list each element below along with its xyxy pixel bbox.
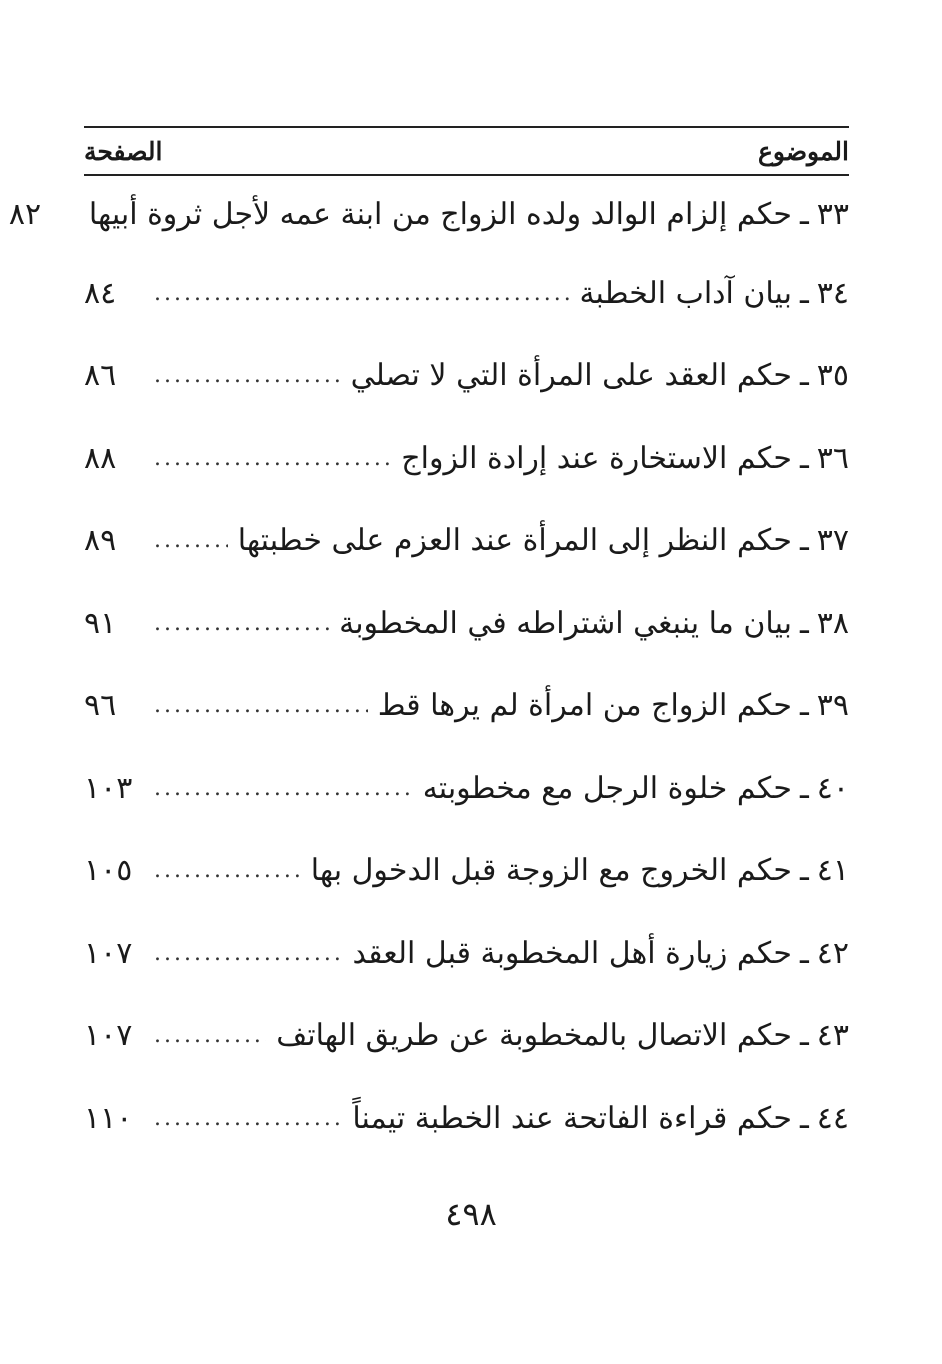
entry-number: ٤٠	[816, 770, 849, 806]
page-column-label: الصفحة	[84, 136, 163, 166]
page-number-footer: ٤٩٨	[445, 1195, 497, 1233]
entry-number: ٤٢	[816, 935, 849, 971]
dot-leader	[154, 941, 342, 966]
entry-title: حكم إلزام الوالد ولده الزواج من ابنة عمه لأجل ثروة أبيها	[88, 196, 792, 232]
entry-title: حكم النظر إلى المرأة عند العزم على خطبتها	[237, 523, 792, 559]
entry-dash: ـ	[799, 275, 809, 311]
entry-page: ٩١	[84, 605, 117, 641]
toc-entry	[84, 582, 849, 665]
toc-entry	[84, 335, 849, 418]
entry-number: ٤٣	[816, 1018, 849, 1054]
entry-dash: ـ	[799, 1100, 809, 1136]
entry-number: ٣٣	[816, 196, 849, 232]
entry-title: حكم خلوة الرجل مع مخطوبته	[422, 770, 792, 806]
toc-entry	[84, 1077, 849, 1160]
entry-title: بيان ما ينبغي اشتراطه في المخطوبة	[339, 605, 792, 641]
entry-page: ٨٩	[84, 523, 117, 559]
entry-page: ٨٢	[8, 196, 42, 232]
entry-dash: ـ	[799, 196, 809, 232]
entry-page: ٨٦	[84, 358, 117, 394]
toc-entry	[84, 252, 849, 335]
entry-dash: ـ	[799, 770, 809, 806]
dot-leader	[154, 528, 228, 553]
entry-title: حكم قراءة الفاتحة عند الخطبة تيمناً	[352, 1100, 792, 1136]
toc-list	[8, 176, 849, 1160]
entry-title: حكم الاستخارة عند إرادة الزواج	[401, 440, 792, 476]
entry-page: ٨٤	[84, 275, 117, 311]
dot-leader	[154, 693, 368, 718]
entry-number: ٣٦	[816, 440, 849, 476]
entry-page: ٩٦	[84, 688, 117, 724]
entry-title: حكم الاتصال بالمخطوبة عن طريق الهاتف	[276, 1018, 792, 1054]
entry-page: ١٠٧	[84, 935, 133, 971]
toc-header	[84, 128, 849, 174]
entry-dash: ـ	[799, 688, 809, 724]
entry-number: ٣٨	[816, 605, 849, 641]
topic-column-label: الموضوع	[758, 136, 849, 166]
dot-leader	[154, 1023, 266, 1048]
entry-dash: ـ	[799, 605, 809, 641]
entry-number: ٣٤	[816, 275, 849, 311]
entry-number: ٣٩	[816, 688, 849, 724]
entry-page: ١١٠	[84, 1100, 133, 1136]
entry-dash: ـ	[799, 440, 809, 476]
toc-entry	[84, 500, 849, 583]
entry-page: ١٠٥	[84, 853, 133, 889]
entry-number: ٤٤	[816, 1100, 849, 1136]
entry-dash: ـ	[799, 853, 809, 889]
entry-dash: ـ	[799, 935, 809, 971]
dot-leader	[154, 363, 341, 388]
entry-page: ١٠٣	[84, 770, 133, 806]
toc-entry	[84, 747, 849, 830]
toc-entry	[84, 912, 849, 995]
entry-title: حكم الخروج مع الزوجة قبل الدخول بها	[310, 853, 792, 889]
dot-leader	[154, 281, 569, 306]
toc-page	[8, 126, 849, 1160]
toc-entry	[84, 665, 849, 748]
entry-dash: ـ	[799, 358, 809, 394]
dot-leader	[154, 858, 301, 883]
entry-page: ١٠٧	[84, 1018, 133, 1054]
entry-page: ٨٨	[84, 440, 117, 476]
entry-title: حكم العقد على المرأة التي لا تصلي	[350, 358, 792, 394]
toc-entry	[84, 830, 849, 913]
entry-title: بيان آداب الخطبة	[579, 275, 792, 311]
entry-dash: ـ	[799, 523, 809, 559]
dot-leader	[154, 446, 391, 471]
toc-entry	[84, 417, 849, 500]
entry-number: ٣٥	[816, 358, 849, 394]
entry-number: ٤١	[816, 853, 849, 889]
entry-number: ٣٧	[816, 523, 849, 559]
entry-title: حكم زيارة أهل المخطوبة قبل العقد	[352, 935, 792, 971]
toc-entry	[84, 995, 849, 1078]
entry-title: حكم الزواج من امرأة لم يرها قط	[377, 688, 792, 724]
dot-leader	[154, 1106, 342, 1131]
toc-entry	[8, 176, 849, 252]
dot-leader	[154, 776, 413, 801]
entry-dash: ـ	[799, 1018, 809, 1054]
dot-leader	[154, 611, 329, 636]
